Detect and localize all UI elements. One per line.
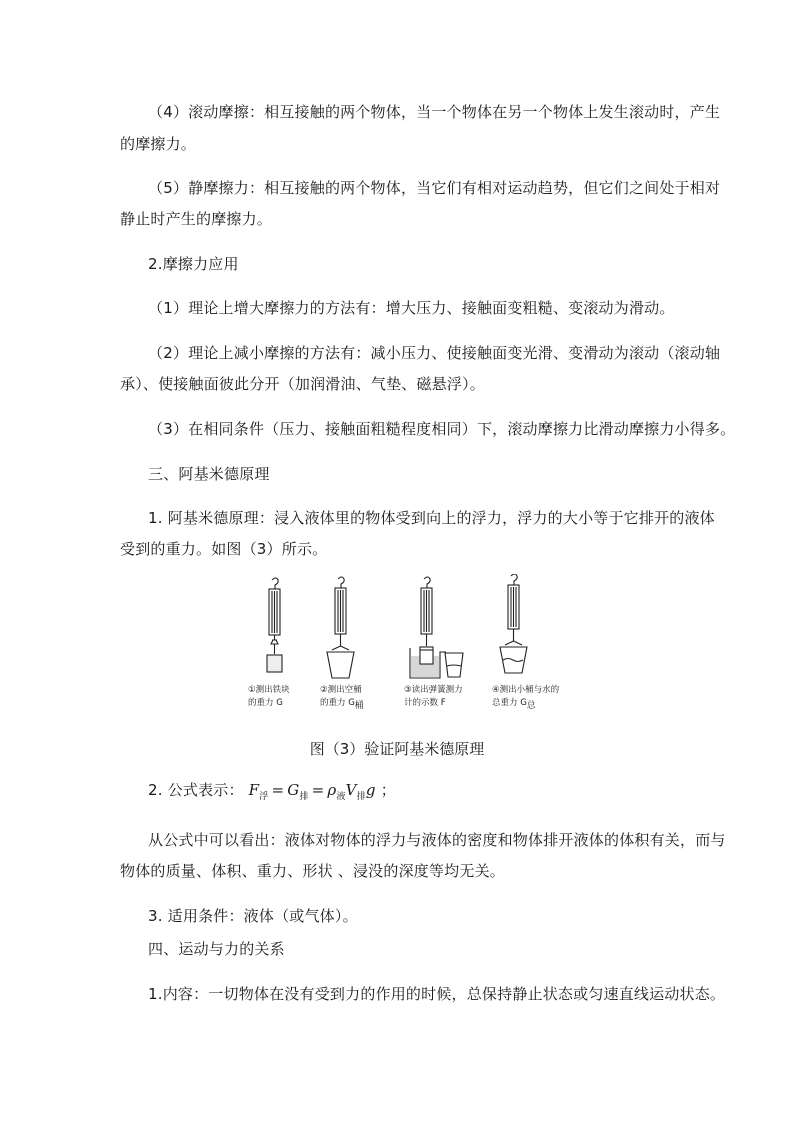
step-4-label: [492, 684, 559, 713]
formula-suffix: ；: [380, 781, 396, 799]
para-static-friction-2: 静止时产生的摩擦力。: [120, 210, 273, 228]
step-3-label: [404, 684, 463, 710]
step-4-line2: 总重力 G: [492, 698, 527, 708]
heading-motion-and-force: 四、运动与力的关系: [148, 940, 285, 958]
para-rolling-friction-2: 的摩擦力。: [120, 135, 197, 153]
para-decrease-friction-2: 承）、使接触面彼此分开（加润滑油、气垫、磁悬浮）。: [120, 375, 486, 393]
archimedes-figure: [240, 574, 580, 724]
step-3-line2: 计的示数 F: [404, 698, 446, 708]
para-rolling-friction-1: （4）滚动摩擦：相互接触的两个物体，当一个物体在另一个物体上发生滚动时，产生: [148, 103, 721, 121]
para-applicable-conditions: 3. 适用条件：液体（或气体）。: [148, 907, 358, 925]
archimedes-formula: $F_浮 = G_排 = \rho_液V_排g$: [248, 781, 376, 802]
step-1-line2: 的重力 G: [248, 698, 283, 708]
formula-prefix: 2. 公式表示：: [148, 781, 244, 799]
scale-2-empty-bucket: [327, 577, 354, 678]
step-1-line1: ①测出铁块: [248, 685, 290, 695]
formula-line: [148, 780, 396, 807]
step-4-line1: ④测出小桶与水的: [492, 685, 560, 695]
step-4-subscript: 总: [526, 701, 536, 711]
heading-archimedes: 三、阿基米德原理: [148, 465, 270, 483]
para-decrease-friction-1: （2）理论上减小摩擦的方法有：减小压力、使接触面变光滑、变滑动为滚动（滚动轴: [148, 344, 721, 362]
scale-1-iron-block: [267, 578, 282, 672]
step-1-label: [248, 684, 290, 710]
para-archimedes-1: 1. 阿基米德原理：浸入液体里的物体受到向上的浮力，浮力的大小等于它排开的液体: [148, 509, 715, 527]
scale-4-bucket-with-water: [500, 574, 527, 673]
scale-3-submerged-block: [410, 577, 463, 678]
para-formula-explain-1: 从公式中可以看出：液体对物体的浮力与液体的密度和物体排开液体的体积有关，而与: [148, 831, 726, 849]
spring-scale-diagram: [240, 574, 580, 686]
para-rolling-vs-sliding: （3）在相同条件（压力、接触面粗糙程度相同）下，滚动摩擦力比滑动摩擦力小得多。: [148, 420, 736, 438]
step-3-line1: ③读出弹簧测力: [404, 685, 463, 695]
step-2-label: [320, 684, 364, 713]
step-2-subscript: 桶: [354, 701, 364, 711]
section-friction-application: 2.摩擦力应用: [148, 255, 239, 273]
para-archimedes-2: 受到的重力。如图（3）所示。: [120, 540, 328, 558]
step-2-line2: 的重力 G: [320, 698, 355, 708]
para-static-friction-1: （5）静摩擦力：相互接触的两个物体，当它们有相对运动趋势，但它们之间处于相对: [148, 179, 721, 197]
para-newton-first-law: 1.内容：一切物体在没有受到力的作用的时候，总保持静止状态或匀速直线运动状态。: [148, 985, 726, 1003]
step-2-line1: ②测出空桶: [320, 685, 362, 695]
para-increase-friction: （1）理论上增大摩擦力的方法有：增大压力、接触面变粗糙、变滚动为滑动。: [148, 299, 675, 317]
figure-caption: 图（3）验证阿基米德原理: [309, 740, 485, 758]
para-formula-explain-2: 物体的质量、体积、重力、形状 、浸没的深度等均无关。: [120, 862, 505, 880]
